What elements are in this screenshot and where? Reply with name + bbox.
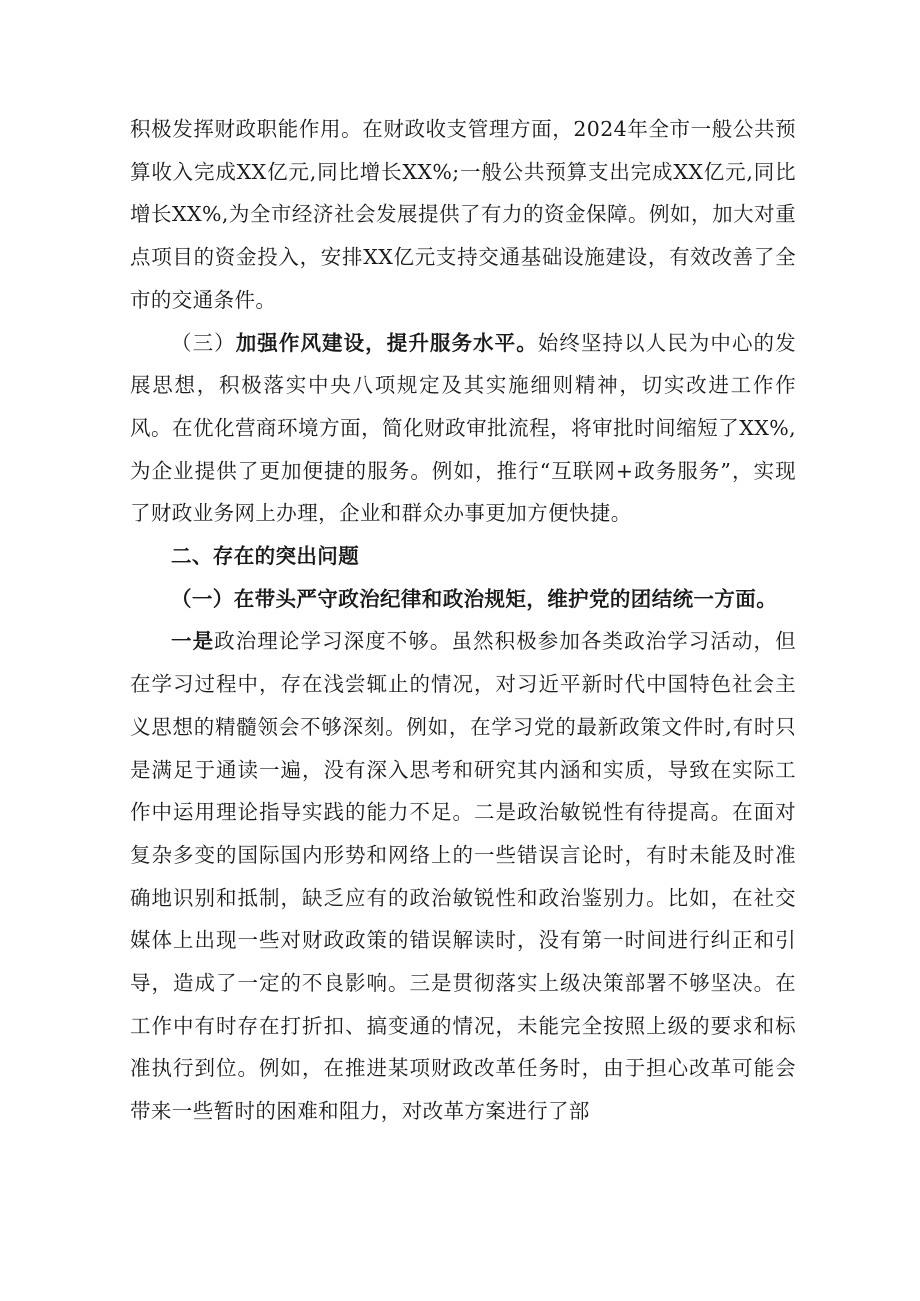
paragraph-text: 始终坚持以人民为中心的发展思想，积极落实中央八项规定及其实施细则精神，切实改进工作作风。在优化营商环境方面，简化财政审批流程，将审批时间缩短了XX%,为企业提供了更加便捷的服务。例如，推行“互联网+政务服务”，实现了财政业务网上办理，企业和群众办事更加方便快捷。 [130, 330, 796, 526]
paragraph-bold-lead: 一是 [171, 629, 215, 654]
paragraph-bold-title: 加强作风建设，提升服务水平。 [235, 330, 538, 355]
sub-heading: （一）在带头严守政治纪律和政治规矩，维护党的团结统一方面。 [171, 586, 778, 611]
section-heading: 二、存在的突出问题 [171, 544, 360, 569]
paragraph-text: 政治理论学习深度不够。虽然积极参加各类政治学习活动，但在学习过程中，存在浅尝辄止的情况，对习近平新时代中国特色社会主义思想的精髓领会不够深刻。例如，在学习党的最新政策文件时,有时只是满足于通读一遍，没有深入思考和研究其内涵和实质，导致在实际工作中运用理论指导实践的能力不足。二是政治敏锐性有待提高。在面对复杂多变的国际国内形势和网络上的一些错误言论时，有时未能及时准确地识别和抵制，缺乏应有的政治敏锐性和政治鉴别力。比如，在社交媒体上出现一些对财政政策的错误解读时，没有第一时间进行纠正和引导，造成了一定的不良影响。三是贯彻落实上级决策部署不够坚决。在工作中有时存在打折扣、搞变通的情况，未能完全按照上级的要求和标准执行到位。例如，在推进某项财政改革任务时，由于担心改革可能会带来一些暂时的困难和阻力，对改革方案进行了部 [130, 629, 796, 1124]
paragraph-text: 积极发挥财政职能作用。在财政收支管理方面，2024年全市一般公共预算收入完成XX亿元,同比增长XX%;一般公共预算支出完成XX亿元,同比增长XX%,为全市经济社会发展提供了有力的资金保障。例如，加大对重点项目的资金投入，安排XX亿元支持交通基础设施建设，有效改善了全市的交通条件。 [130, 117, 796, 312]
document-body [130, 108, 796, 1133]
paragraph-lead: （三） [171, 330, 236, 355]
paragraph-problems [130, 620, 796, 1132]
paragraph-fiscal-function [130, 108, 796, 322]
paragraph-work-style [130, 322, 796, 536]
